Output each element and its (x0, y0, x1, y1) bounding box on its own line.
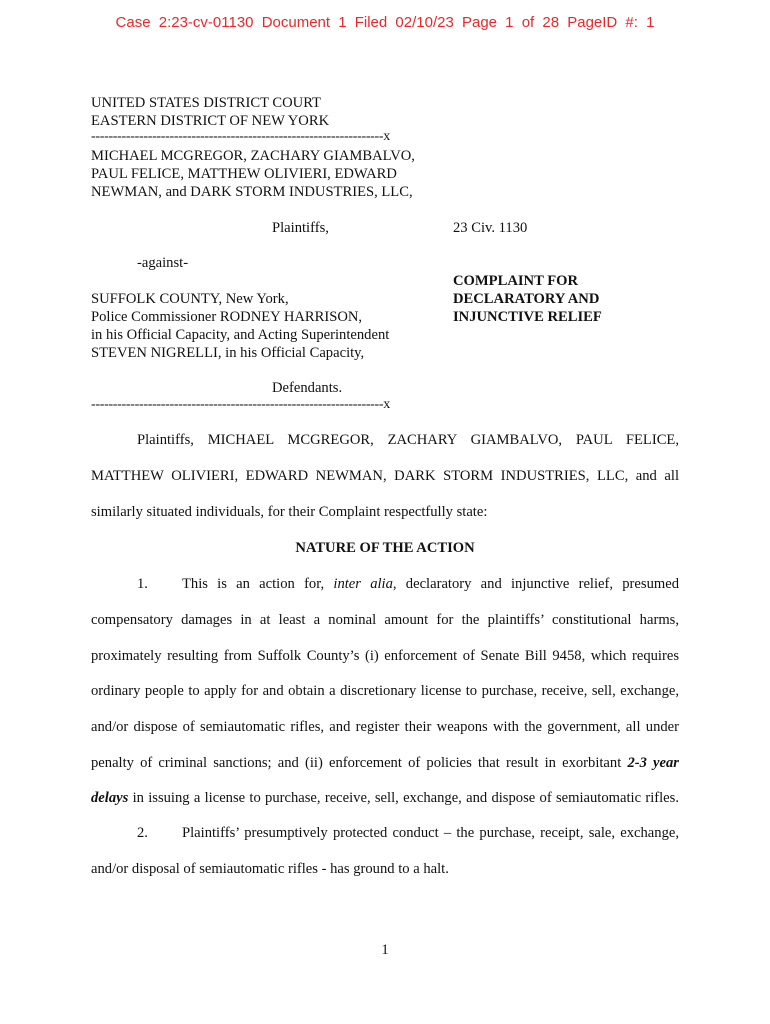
para1-emphasis-delays: delays (91, 790, 129, 806)
plaintiffs-line2: PAUL FELICE, MATTHEW OLIVIERI, EDWARD (91, 166, 397, 182)
defendants-line4: STEVEN NIGRELLI, in his Official Capacity, (91, 345, 365, 361)
para1-line4: ordinary people to apply for and obtain a discretionary license to purchase, receive, sell, exchange, (91, 683, 679, 699)
para2-number: 2. (137, 825, 148, 841)
para2-line2: and/or disposal of semiautomatic rifles - has ground to a halt. (91, 861, 449, 877)
intro-line3: similarly situated individuals, for their Complaint respectfully state: (91, 504, 488, 520)
para1-line5: and/or dispose of semiautomatic rifles, and register their weapons with the government, all under (91, 719, 679, 735)
document-title-line1: COMPLAINT FOR (453, 273, 578, 289)
para1-line1 (182, 576, 679, 593)
filing-header (0, 14, 770, 31)
header-document: Document 1 (261, 14, 347, 31)
header-page: Page 1 of 28 PageID #: 1 (461, 14, 655, 31)
against-label: -against- (137, 255, 189, 271)
para1-line6 (91, 755, 679, 772)
document-title-line2: DECLARATORY AND (453, 291, 600, 307)
para1-emphasis-years: 2-3 year (627, 755, 679, 771)
case-number: 23 Civ. 1130 (453, 220, 528, 236)
para1-line1-b: , declaratory and injunctive relief, presumed (392, 576, 679, 592)
para1-line1-a: This is an action for, (182, 576, 325, 592)
document-title-line3: INJUNCTIVE RELIEF (453, 309, 602, 325)
intro-line1: Plaintiffs, MICHAEL MCGREGOR, ZACHARY GIAMBALVO, PAUL FELICE, (137, 432, 679, 448)
para1-inter-alia: inter alia (333, 576, 393, 592)
defendants-line1: SUFFOLK COUNTY, New York, (91, 291, 289, 307)
page-number: 1 (381, 942, 389, 958)
defendants-line3: in his Official Capacity, and Acting Superintendent (91, 327, 390, 343)
intro-line2: MATTHEW OLIVIERI, EDWARD NEWMAN, DARK STORM INDUSTRIES, LLC, and all (91, 468, 679, 484)
para1-line7 (91, 790, 679, 807)
plaintiffs-line3: NEWMAN, and DARK STORM INDUSTRIES, LLC, (91, 184, 413, 200)
header-case: Case 2:23-cv-01130 (115, 14, 254, 31)
caption-rule-bottom: -------------------------------------------------------------------x (91, 397, 390, 412)
para1-line7-b: in issuing a license to purchase, receive, sell, exchange, and dispose of semiautomatic rifles. (132, 790, 679, 806)
para1-line6-a: penalty of criminal sanctions; and (ii) enforcement of policies that result in exorbitant (91, 755, 622, 771)
para1-line2: compensatory damages in at least a nominal amount for the plaintiffs’ constitutional harms, (91, 612, 679, 628)
defendants-line2: Police Commissioner RODNEY HARRISON, (91, 309, 363, 325)
plaintiffs-label: Plaintiffs, (272, 220, 329, 236)
plaintiffs-line1: MICHAEL MCGREGOR, ZACHARY GIAMBALVO, (91, 148, 415, 164)
para1-line3: proximately resulting from Suffolk County’s (i) enforcement of Senate Bill 9458, which requires (91, 648, 679, 664)
court-name-line1: UNITED STATES DISTRICT COURT (91, 95, 321, 111)
para1-number: 1. (137, 576, 148, 592)
para2-line1: Plaintiffs’ presumptively protected conduct – the purchase, receipt, sale, exchange, (182, 825, 679, 841)
defendants-label: Defendants. (272, 380, 343, 396)
header-filed: Filed 02/10/23 (354, 14, 454, 31)
section-title: NATURE OF THE ACTION (295, 540, 475, 556)
court-name-line2: EASTERN DISTRICT OF NEW YORK (91, 113, 330, 129)
caption-rule-top: -------------------------------------------------------------------x (91, 129, 390, 144)
